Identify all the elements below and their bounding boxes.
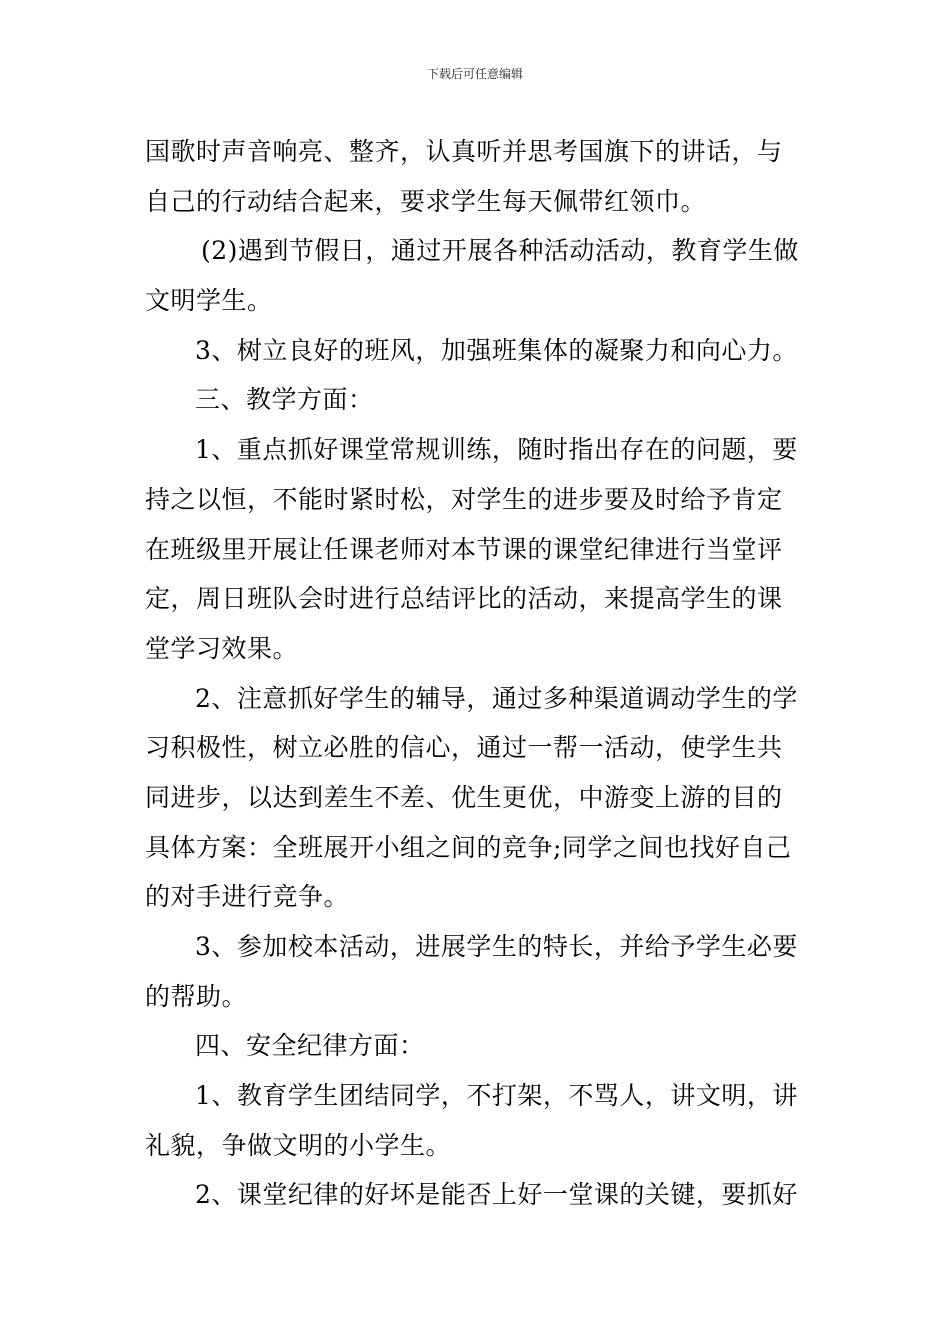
text-line: (2)遇到节假日，通过开展各种活动活动，教育学生做 [201, 236, 799, 266]
text-line: 文明学生。 [145, 286, 273, 316]
paragraph-9 [145, 1071, 810, 1170]
text-line: 2、注意抓好学生的辅导，通过多种渠道调动学生的学 [195, 683, 798, 713]
text-line: 1、重点抓好课堂常规训练，随时指出存在的问题，要 [195, 435, 798, 465]
text-line: 在班级里开展让任课老师对本节课的课堂纪律进行当堂评 [145, 534, 783, 564]
text-line: 1、教育学生团结同学，不打架，不骂人，讲文明，讲 [195, 1081, 798, 1111]
text-line: 具体方案：全班展开小组之间的竞争;同学之间也找好自己 [145, 832, 792, 862]
text-line: 国歌时声音响亮、整齐，认真听并思考国旗下的讲话，与 [145, 137, 783, 166]
text-line: 持之以恒，不能时紧时松，对学生的进步要及时给予肯定 [145, 484, 783, 514]
section-heading-safety [145, 1021, 810, 1071]
text-line: 2、课堂纪律的好坏是能否上好一堂课的关键，要抓好 [195, 1180, 798, 1210]
text-line: 的帮助。 [145, 981, 248, 1011]
text-line: 同进步，以达到差生不差、优生更优，中游变上游的目的 [145, 782, 783, 812]
document-body [145, 127, 810, 1220]
text-line: 自己的行动结合起来，要求学生每天佩带红领巾。 [145, 186, 707, 216]
text-line: 礼貌，争做文明的小学生。 [145, 1130, 452, 1160]
text-line: 3、树立良好的班风，加强班集体的凝聚力和向心力。 [195, 335, 798, 365]
text-line: 习积极性，树立必胜的信心，通过一帮一活动，使学生共 [145, 733, 783, 763]
paragraph-2 [145, 226, 810, 325]
page-header: 下载后可任意编辑 [426, 67, 523, 81]
section-heading-teaching [145, 375, 810, 425]
text-line: 的对手进行竞争。 [145, 882, 350, 912]
text-line: 堂学习效果。 [145, 633, 299, 663]
paragraph-6 [145, 674, 810, 922]
text-line: 3、参加校本活动，进展学生的特长，并给予学生必要 [195, 932, 798, 961]
text-line: 三、教学方面： [195, 385, 374, 415]
paragraph-3 [145, 326, 810, 376]
paragraph-1 [145, 127, 810, 226]
text-line: 定，周日班队会时进行总结评比的活动，来提高学生的课 [145, 584, 783, 614]
paragraph-5 [145, 425, 810, 673]
paragraph-7 [145, 922, 810, 1021]
text-line: 四、安全纪律方面： [195, 1031, 425, 1061]
paragraph-10 [145, 1170, 810, 1220]
